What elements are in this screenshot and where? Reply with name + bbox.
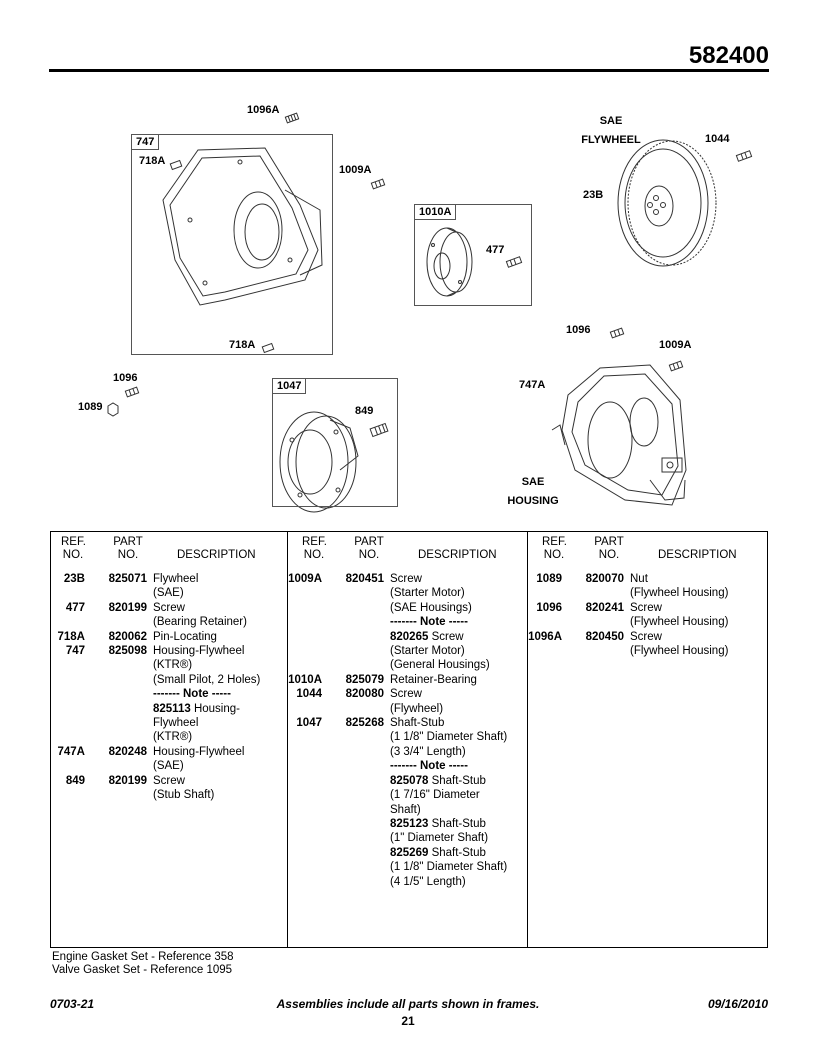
description [384, 730, 528, 744]
table-row [288, 716, 528, 730]
description-text: (Stub Shaft) [153, 789, 215, 802]
description-text: (1 1/8" Diameter Shaft) [390, 731, 508, 744]
frame-1047 [272, 378, 398, 507]
description [147, 586, 287, 600]
part-no [85, 687, 147, 701]
ref-no [51, 658, 85, 672]
description [624, 572, 768, 586]
description-text: Screw [428, 630, 464, 643]
table-row [288, 774, 528, 788]
table-row [51, 658, 287, 672]
ref-no [288, 860, 322, 874]
table-row [51, 774, 287, 788]
ref-no: 1096 [536, 601, 562, 614]
ref-no: 1010A [288, 673, 322, 686]
part-no [322, 644, 384, 658]
notes [52, 951, 234, 977]
table-row [288, 658, 528, 672]
description [147, 716, 287, 730]
part-no [322, 630, 384, 644]
frame-1010A [414, 204, 532, 306]
ref-no [51, 615, 85, 629]
description [384, 759, 528, 773]
ref-no [51, 702, 85, 716]
description-text: (3 3/4" Length) [390, 745, 466, 758]
callout-747A: 747A [519, 379, 546, 391]
ref-no [288, 817, 322, 831]
description-text: Shaft-Stub [428, 774, 486, 787]
description [384, 716, 528, 730]
ref-no: 1096A [528, 630, 562, 643]
page-number: 21 [401, 1014, 415, 1028]
table-row [288, 601, 528, 615]
part-no [85, 716, 147, 730]
description-text: (KTR®) [153, 659, 193, 672]
description [147, 687, 287, 701]
description [384, 803, 528, 817]
part-no: 820451 [345, 573, 384, 585]
description-text: Shaft) [390, 803, 421, 816]
description-text: Retainer-Bearing [390, 673, 477, 686]
header-ref-no: REF. NO. [302, 536, 327, 561]
description-text: Screw [390, 688, 422, 701]
table-row [288, 875, 528, 889]
table-row [288, 644, 528, 658]
screw-1096 [610, 328, 623, 338]
ref-no [528, 586, 562, 600]
part-no [85, 586, 147, 600]
description [384, 658, 528, 672]
description-text: (4 1/5" Length) [390, 875, 466, 888]
table-row [288, 687, 528, 701]
footer-note: Assemblies include all parts shown in frames. [276, 997, 540, 1011]
description [624, 586, 768, 600]
description-text: (KTR®) [153, 731, 193, 744]
callout-23B: 23B [583, 189, 604, 201]
table-row [51, 788, 287, 802]
label-sae-housing: SAE HOUSING [507, 476, 559, 507]
table-row [288, 759, 528, 773]
header-ref-no: REF. NO. [61, 536, 86, 561]
part-no: 820062 [108, 630, 147, 643]
ref-no: 23B [63, 573, 85, 585]
ref-no [51, 673, 85, 687]
part-no [85, 673, 147, 687]
part-no [322, 817, 384, 831]
part-no [322, 875, 384, 889]
ref-no [288, 658, 322, 672]
note-valve-gasket: Valve Gasket Set - Reference 1095 [52, 964, 233, 976]
ref-no [288, 803, 322, 817]
description-text: (Flywheel Housing) [630, 645, 729, 658]
ref-no: 718A [57, 630, 85, 643]
description [624, 615, 768, 629]
ref-no: 747A [57, 745, 85, 758]
description-text: (Flywheel Housing) [630, 587, 729, 600]
table-row [288, 572, 528, 586]
description-text: Housing-Flywheel [153, 745, 245, 758]
screw-1009A-b [669, 361, 682, 371]
table-row [288, 730, 528, 744]
note-engine-gasket: Engine Gasket Set - Reference 358 [52, 951, 234, 963]
description [384, 601, 528, 615]
description [384, 687, 528, 701]
table-row [288, 788, 528, 802]
part-no [85, 615, 147, 629]
part-no [85, 702, 147, 716]
parts-column-3 [527, 532, 768, 947]
part-no [322, 831, 384, 845]
flywheel-23B [618, 140, 716, 266]
description [384, 745, 528, 759]
ref-no [51, 788, 85, 802]
description-bold: 825123 [390, 817, 429, 830]
description-text: Screw [630, 630, 662, 643]
ref-no [528, 644, 562, 658]
part-no [322, 745, 384, 759]
description [384, 846, 528, 860]
description [147, 601, 287, 615]
description-text: (Flywheel) [390, 702, 444, 715]
part-no: 820248 [108, 745, 147, 758]
description [147, 745, 287, 759]
table-row [51, 630, 287, 644]
label-sae-flywheel: SAE FLYWHEEL [581, 115, 641, 146]
part-no: 820450 [585, 630, 624, 643]
part-no: 820070 [585, 573, 624, 585]
footer-date: 09/16/2010 [707, 997, 768, 1011]
part-no [562, 586, 624, 600]
ref-no: 747 [65, 645, 85, 658]
ref-no: 1009A [288, 573, 322, 585]
description [384, 586, 528, 600]
ref-no [288, 630, 322, 644]
ref-no [288, 586, 322, 600]
part-no [322, 759, 384, 773]
parts-table [50, 531, 768, 948]
ref-no: 849 [65, 774, 85, 787]
description [384, 831, 528, 845]
description-text: (Starter Motor) [390, 587, 465, 600]
screw-1096-left [125, 387, 138, 397]
table-row [288, 831, 528, 845]
ref-no [51, 687, 85, 701]
description-text: Housing-Flywheel [153, 645, 245, 658]
description-text: Shaft-Stub [390, 717, 445, 730]
description [147, 673, 287, 687]
description-text: Nut [630, 573, 648, 585]
description [384, 860, 528, 874]
description-text: Screw [153, 774, 185, 787]
callout-1096-left: 1096 [113, 372, 138, 384]
description [384, 875, 528, 889]
table-row [528, 630, 768, 644]
table-row [288, 630, 528, 644]
table-row [288, 586, 528, 600]
description [384, 572, 528, 586]
part-no: 820241 [585, 601, 624, 614]
table-row [528, 644, 768, 658]
description [147, 788, 287, 802]
header-description: DESCRIPTION [418, 549, 497, 561]
ref-no [288, 759, 322, 773]
ref-no [288, 788, 322, 802]
callout-1009A: 1009A [339, 164, 372, 176]
ref-no [528, 615, 562, 629]
part-no [85, 788, 147, 802]
description [624, 644, 768, 658]
part-no [562, 615, 624, 629]
table-row [51, 730, 287, 744]
description [147, 630, 287, 644]
frame-label-1047: 1047 [272, 378, 306, 394]
ref-no [288, 846, 322, 860]
ref-no [288, 615, 322, 629]
table-row [288, 615, 528, 629]
description-text: Pin-Locating [153, 630, 217, 643]
part-no [322, 702, 384, 716]
part-no [322, 615, 384, 629]
description-bold: 825269 [390, 846, 429, 859]
part-no [322, 658, 384, 672]
description-bold: ------- Note ----- [390, 616, 468, 629]
description [147, 658, 287, 672]
part-no: 820080 [345, 688, 384, 701]
part-no [322, 860, 384, 874]
table-row [51, 586, 287, 600]
description [384, 788, 528, 802]
callout-1044: 1044 [705, 133, 730, 145]
description-text: Screw [390, 573, 422, 585]
ref-no: 477 [65, 601, 85, 614]
part-no: 825071 [108, 573, 147, 585]
nut-1089 [108, 403, 118, 416]
part-no [85, 759, 147, 773]
description-text: Shaft-Stub [428, 817, 486, 830]
part-no [322, 601, 384, 615]
description-text: Screw [630, 601, 662, 614]
description [384, 644, 528, 658]
ref-no: 1044 [296, 688, 322, 701]
parts-column-1 [51, 532, 287, 947]
header-ref-no: REF. NO. [542, 536, 567, 561]
ref-no [288, 774, 322, 788]
ref-no [51, 586, 85, 600]
description-text: Shaft-Stub [428, 846, 486, 859]
description-text: (Starter Motor) [390, 645, 465, 658]
screw-1044 [736, 151, 751, 161]
description [384, 615, 528, 629]
ref-no [51, 730, 85, 744]
callout-477: 477 [486, 244, 505, 256]
part-no [322, 730, 384, 744]
ref-no [288, 730, 322, 744]
table-row [528, 615, 768, 629]
table-row [51, 673, 287, 687]
ref-no [288, 875, 322, 889]
description-text: (SAE Housings) [390, 601, 472, 614]
callout-1009A-right: 1009A [659, 339, 692, 351]
header-part-no: PART NO. [113, 536, 143, 561]
description-text: (1 1/8" Diameter Shaft) [390, 861, 508, 874]
table-row [288, 846, 528, 860]
description-text: Flywheel [153, 573, 199, 585]
parts-rows-2 [288, 572, 528, 889]
part-no: 820199 [108, 774, 147, 787]
table-row [51, 702, 287, 716]
table-row [288, 860, 528, 874]
sae-housing-747A [552, 365, 686, 505]
description [147, 759, 287, 773]
parts-rows-3 [528, 572, 768, 658]
callout-1096A: 1096A [247, 104, 280, 116]
table-row [288, 803, 528, 817]
description [384, 774, 528, 788]
description-text: (General Housings) [390, 659, 490, 672]
description [147, 774, 287, 788]
description-text: (SAE) [153, 587, 184, 600]
ref-no: 1047 [296, 717, 322, 730]
part-no [85, 730, 147, 744]
ref-no [51, 759, 85, 773]
table-row [288, 673, 528, 687]
description-text: (Small Pilot, 2 Holes) [153, 673, 261, 686]
description-text: Screw [153, 601, 185, 614]
table-row [51, 601, 287, 615]
callout-1089: 1089 [78, 401, 103, 413]
header-part-no: PART NO. [354, 536, 384, 561]
table-row [51, 615, 287, 629]
part-no [562, 644, 624, 658]
parts-rows-1 [51, 572, 287, 803]
description-bold: ------- Note ----- [153, 688, 231, 701]
ref-no [288, 831, 322, 845]
part-no: 825268 [345, 717, 384, 730]
description [147, 730, 287, 744]
part-no [322, 846, 384, 860]
part-no [322, 803, 384, 817]
ref-no [288, 702, 322, 716]
table-row [528, 586, 768, 600]
ref-no [288, 644, 322, 658]
description-bold: 820265 [390, 630, 429, 643]
table-row [51, 687, 287, 701]
table-row [51, 716, 287, 730]
callout-1096-right: 1096 [566, 324, 591, 336]
table-row [51, 745, 287, 759]
description-text: (SAE) [153, 760, 184, 773]
callout-849: 849 [355, 405, 374, 417]
table-row [288, 817, 528, 831]
part-no [85, 658, 147, 672]
table-row [51, 572, 287, 586]
header-description: DESCRIPTION [177, 549, 256, 561]
description [384, 673, 528, 687]
description [624, 601, 768, 615]
footer-code: 0703-21 [50, 997, 95, 1011]
screw-1096A [285, 113, 298, 123]
table-row [51, 644, 287, 658]
part-no: 825098 [108, 645, 147, 658]
screw-1009A [371, 179, 384, 189]
ref-no [51, 716, 85, 730]
description [384, 630, 528, 644]
description-text: (Flywheel Housing) [630, 616, 729, 629]
frame-747 [131, 134, 333, 355]
table-row [51, 759, 287, 773]
description-bold: ------- Note ----- [390, 760, 468, 773]
callout-718A-top: 718A [139, 155, 166, 167]
description-text: Flywheel [153, 717, 199, 730]
description [384, 817, 528, 831]
part-no: 820199 [108, 601, 147, 614]
table-row [528, 601, 768, 615]
parts-column-2 [287, 532, 528, 947]
header-part-no: PART NO. [594, 536, 624, 561]
part-no [322, 774, 384, 788]
table-row [528, 572, 768, 586]
description [624, 630, 768, 644]
part-no [322, 586, 384, 600]
description-text: Housing- [190, 702, 240, 715]
table-row [288, 702, 528, 716]
description-text: (1 7/16" Diameter [390, 789, 480, 802]
ref-no [288, 601, 322, 615]
description [384, 702, 528, 716]
description-text: (Bearing Retainer) [153, 616, 247, 629]
part-no [322, 788, 384, 802]
description [147, 615, 287, 629]
description [147, 644, 287, 658]
description [147, 702, 287, 716]
ref-no [288, 745, 322, 759]
description [147, 572, 287, 586]
description-text: (1" Diameter Shaft) [390, 832, 489, 845]
part-no: 825079 [345, 673, 384, 686]
description-bold: 825113 [153, 702, 191, 715]
frame-label-1010A: 1010A [414, 204, 456, 220]
frame-label-747: 747 [131, 134, 159, 150]
ref-no: 1089 [536, 573, 562, 585]
description-bold: 825078 [390, 774, 429, 787]
model-number: 582400 [688, 42, 769, 69]
table-row [288, 745, 528, 759]
header-description: DESCRIPTION [658, 549, 737, 561]
callout-718A-bottom: 718A [229, 339, 256, 351]
